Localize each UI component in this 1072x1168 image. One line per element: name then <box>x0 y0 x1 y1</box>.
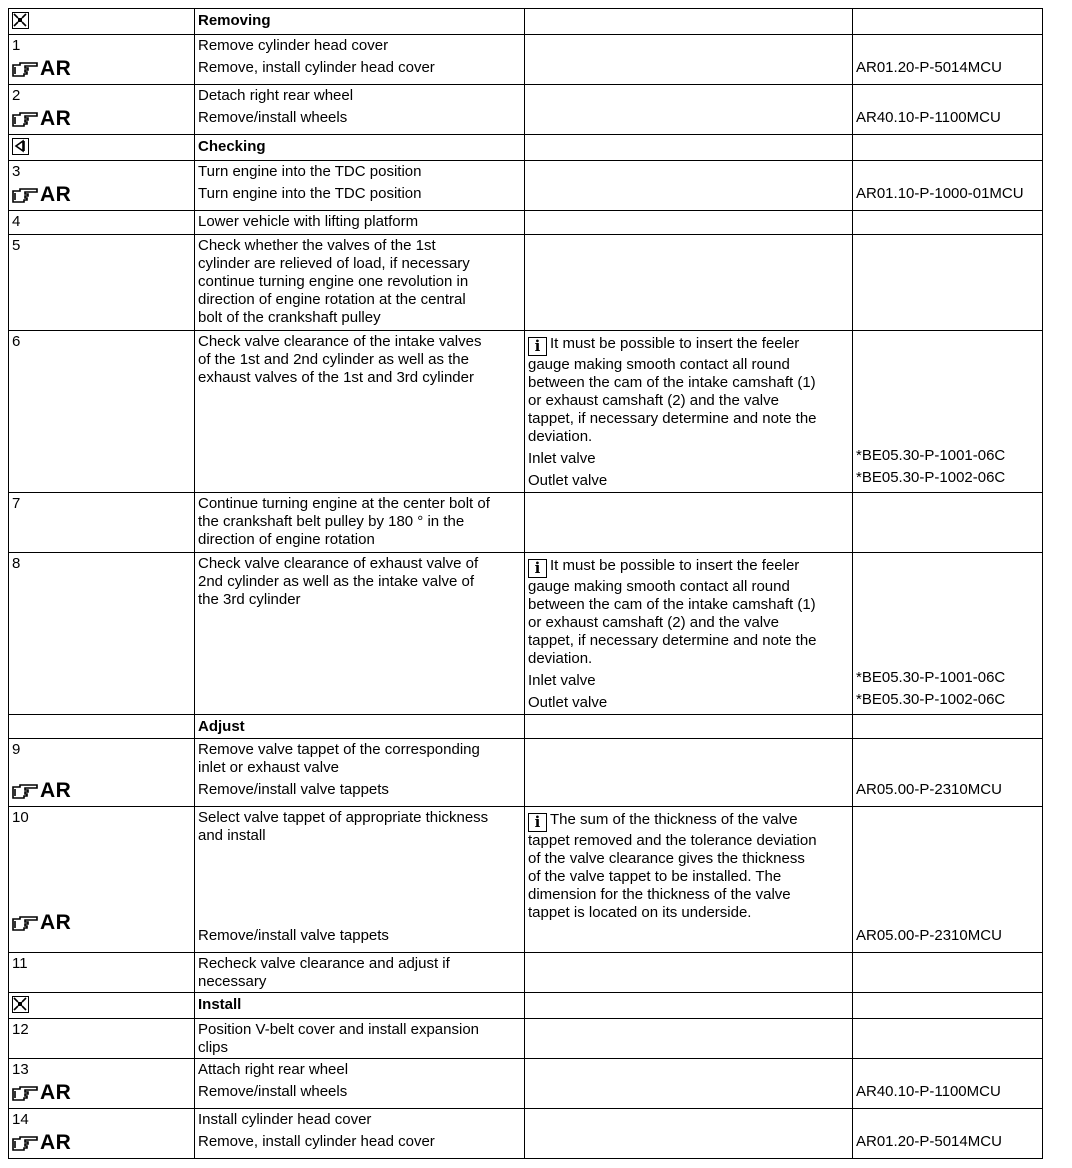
step-number: 13 <box>12 1061 29 1078</box>
section-title: Install <box>195 993 525 1019</box>
ar-link-text[interactable]: Remove/install wheels <box>198 109 348 126</box>
step-row-3 <box>9 161 1043 211</box>
step-text: necessary <box>198 973 267 990</box>
ar-reference-marker[interactable] <box>12 57 190 79</box>
step-row-10 <box>9 807 1043 953</box>
step-row-7 <box>9 493 1043 553</box>
ar-label: AR <box>40 107 72 130</box>
step-text: of the 1st and 2nd cylinder as well as the <box>198 351 469 368</box>
step-number: 9 <box>12 741 21 758</box>
spec-label: Inlet valve <box>528 672 596 689</box>
document-reference[interactable]: AR01.20-P-5014MCU <box>856 1133 1002 1150</box>
step-text: Remove cylinder head cover <box>198 37 389 54</box>
ar-label: AR <box>40 911 72 934</box>
step-text: Turn engine into the TDC position <box>198 163 422 180</box>
step-number: 2 <box>12 87 21 104</box>
info-icon: i <box>528 337 547 356</box>
pointing-hand-icon <box>12 1083 38 1103</box>
step-text: clips <box>198 1039 229 1056</box>
step-text: Install cylinder head cover <box>198 1111 372 1128</box>
document-reference[interactable]: AR05.00-P-2310MCU <box>856 781 1002 798</box>
document-reference[interactable]: AR40.10-P-1100MCU <box>856 109 1001 126</box>
step-row-13 <box>9 1059 1043 1109</box>
ar-link-text[interactable]: Remove/install valve tappets <box>198 927 389 944</box>
note-text: deviation. <box>528 650 593 667</box>
spec-reference[interactable]: *BE05.30-P-1001-06C <box>856 669 1006 686</box>
ar-link-text[interactable]: Remove, install cylinder head cover <box>198 59 435 76</box>
note-text: tappet, if necessary determine and note the <box>528 410 817 427</box>
section-title: Checking <box>195 135 525 161</box>
document-reference[interactable]: AR01.20-P-5014MCU <box>856 59 1002 76</box>
note-text: The sum of the thickness of the valve <box>550 811 798 828</box>
info-icon: i <box>528 813 547 832</box>
section-row-adjust <box>9 715 1043 739</box>
ar-label: AR <box>40 1081 72 1104</box>
step-text: exhaust valves of the 1st and 3rd cylinder <box>198 369 474 386</box>
note-text: It must be possible to insert the feeler <box>550 557 800 574</box>
spec-reference[interactable]: *BE05.30-P-1002-06C <box>856 469 1006 486</box>
note-text: gauge making smooth contact all round <box>528 356 790 373</box>
pointing-hand-icon <box>12 781 38 801</box>
step-number: 12 <box>12 1021 29 1038</box>
note-text: of the valve tappet to be installed. The <box>528 868 782 885</box>
ar-link-text[interactable]: Remove/install wheels <box>198 1083 348 1100</box>
step-number: 1 <box>12 37 21 54</box>
step-text: and install <box>198 827 266 844</box>
step-text: Continue turning engine at the center bolt of <box>198 495 490 512</box>
step-text: cylinder are relieved of load, if necessary <box>198 255 470 272</box>
note-text: between the cam of the intake camshaft (1) <box>528 374 816 391</box>
step-text: the 3rd cylinder <box>198 591 301 608</box>
note-text: or exhaust camshaft (2) and the valve <box>528 614 779 631</box>
step-number: 7 <box>12 495 21 512</box>
step-row-11 <box>9 953 1043 993</box>
pointing-hand-icon <box>12 185 38 205</box>
ar-label: AR <box>40 1131 72 1154</box>
step-text: Remove valve tappet of the corresponding <box>198 741 480 758</box>
step-row-8 <box>9 553 1043 715</box>
step-text: direction of engine rotation <box>198 531 375 548</box>
pointing-hand-icon <box>12 1133 38 1153</box>
step-text: Lower vehicle with lifting platform <box>198 213 419 230</box>
document-reference[interactable]: AR40.10-P-1100MCU <box>856 1083 1001 1100</box>
checking-icon <box>12 138 29 155</box>
step-row-9 <box>9 739 1043 807</box>
step-text: Attach right rear wheel <box>198 1061 349 1078</box>
ar-reference-marker[interactable] <box>12 911 190 933</box>
step-text: Check whether the valves of the 1st <box>198 237 436 254</box>
spec-reference[interactable]: *BE05.30-P-1001-06C <box>856 447 1006 464</box>
step-text: the crankshaft belt pulley by 180 ° in the <box>198 513 465 530</box>
section-title: Adjust <box>195 715 525 739</box>
step-row-1 <box>9 35 1043 85</box>
step-row-14 <box>9 1109 1043 1159</box>
step-number: 4 <box>12 213 21 230</box>
section-row-install <box>9 993 1043 1019</box>
section-row-checking <box>9 135 1043 161</box>
step-text: continue turning engine one revolution in <box>198 273 469 290</box>
ar-link-text[interactable]: Remove, install cylinder head cover <box>198 1133 435 1150</box>
spec-label: Outlet valve <box>528 472 608 489</box>
note-text: deviation. <box>528 428 593 445</box>
ar-reference-marker[interactable] <box>12 1081 190 1103</box>
spec-reference[interactable]: *BE05.30-P-1002-06C <box>856 691 1006 708</box>
step-text: Select valve tappet of appropriate thickness <box>198 809 489 826</box>
work-instruction-sheet <box>8 8 1043 1159</box>
step-number: 14 <box>12 1111 29 1128</box>
note-text: tappet removed and the tolerance deviation <box>528 832 817 849</box>
step-row-6 <box>9 331 1043 493</box>
step-number: 3 <box>12 163 21 180</box>
note-text: tappet is located on its underside. <box>528 904 752 921</box>
step-text: Check valve clearance of exhaust valve of <box>198 555 479 572</box>
note-text: gauge making smooth contact all round <box>528 578 790 595</box>
spec-label: Inlet valve <box>528 450 596 467</box>
ar-label: AR <box>40 779 72 802</box>
document-reference[interactable]: AR05.00-P-2310MCU <box>856 927 1002 944</box>
step-text: inlet or exhaust valve <box>198 759 339 776</box>
pointing-hand-icon <box>12 109 38 129</box>
step-number: 11 <box>12 955 28 972</box>
step-text: Recheck valve clearance and adjust if <box>198 955 450 972</box>
ar-reference-marker[interactable] <box>12 183 190 205</box>
step-number: 6 <box>12 333 21 350</box>
step-text: bolt of the crankshaft pulley <box>198 309 381 326</box>
step-number: 8 <box>12 555 21 572</box>
ar-reference-marker[interactable] <box>12 779 190 801</box>
section-row-removing <box>9 9 1043 35</box>
ar-link-text[interactable]: Turn engine into the TDC position <box>198 185 422 202</box>
step-text: Detach right rear wheel <box>198 87 354 104</box>
info-icon: i <box>528 559 547 578</box>
ar-reference-marker[interactable] <box>12 107 190 129</box>
step-number: 5 <box>12 237 21 254</box>
procedure-table <box>8 8 1043 1159</box>
ar-label: AR <box>40 57 72 80</box>
step-row-12 <box>9 1019 1043 1059</box>
pointing-hand-icon <box>12 59 38 79</box>
remove-install-icon <box>12 996 29 1013</box>
step-row-4 <box>9 211 1043 235</box>
section-title: Removing <box>195 9 525 35</box>
note-text: dimension for the thickness of the valve <box>528 886 791 903</box>
ar-reference-marker[interactable] <box>12 1131 190 1153</box>
ar-link-text[interactable]: Remove/install valve tappets <box>198 781 389 798</box>
step-text: Position V-belt cover and install expansion <box>198 1021 480 1038</box>
note-text: or exhaust camshaft (2) and the valve <box>528 392 779 409</box>
spec-label: Outlet valve <box>528 694 608 711</box>
step-text: direction of engine rotation at the central <box>198 291 466 308</box>
pointing-hand-icon <box>12 913 38 933</box>
note-text: tappet, if necessary determine and note the <box>528 632 817 649</box>
note-text: of the valve clearance gives the thickness <box>528 850 805 867</box>
step-number: 10 <box>12 809 29 826</box>
document-reference[interactable]: AR01.10-P-1000-01MCU <box>856 185 1024 202</box>
section-icon-cell <box>9 9 195 35</box>
remove-install-icon <box>12 12 29 29</box>
note-text: It must be possible to insert the feeler <box>550 335 800 352</box>
step-row-5 <box>9 235 1043 331</box>
step-text: 2nd cylinder as well as the intake valve of <box>198 573 474 590</box>
step-row-2 <box>9 85 1043 135</box>
step-text: Check valve clearance of the intake valves <box>198 333 482 350</box>
ar-label: AR <box>40 183 72 206</box>
note-text: between the cam of the intake camshaft (1) <box>528 596 816 613</box>
